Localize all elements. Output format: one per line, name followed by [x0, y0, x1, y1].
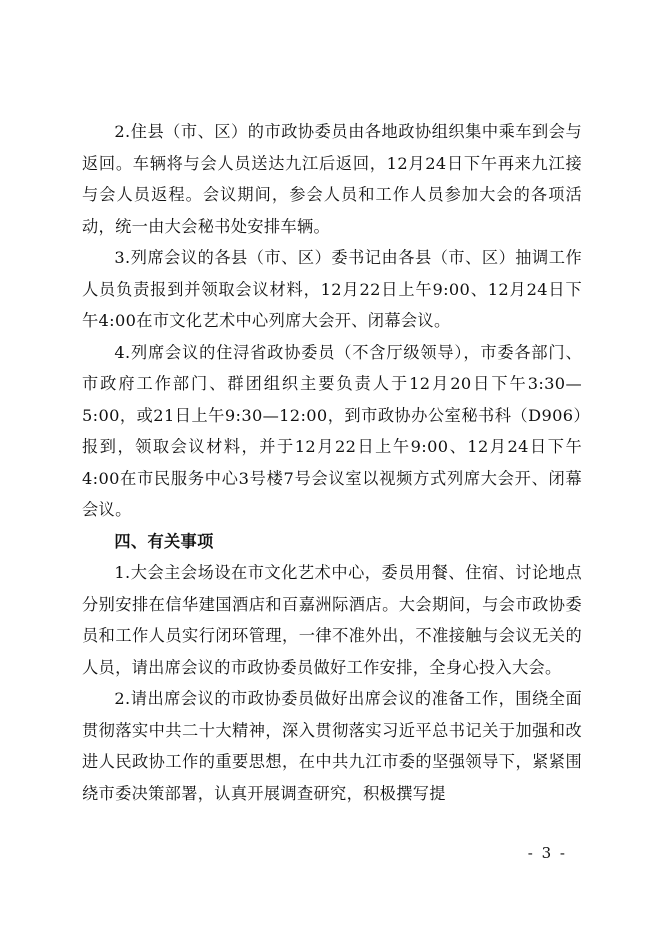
- paragraph-transport: 2.住县（市、区）的市政协委员由各地政协组织集中乘车到会与返回。车辆将与会人员送达九江后返回，12月24日下午再来九江接与会人员返程。会议期间，参会人员和工作人员参加大会的各项活动，统一由大会秘书处安排车辆。: [82, 122, 582, 236]
- section-heading: 四、有关事项: [114, 531, 214, 551]
- document-body: [82, 116, 582, 809]
- paragraph-preparation: 2.请出席会议的市政协委员做好出席会议的准备工作，围绕全面贯彻落实中共二十大精神，深入贯彻落实习近平总书记关于加强和改进人民政协工作的重要思想，在中共九江市委的坚强领导下，紧紧围绕市委决策部署，认真开展调查研究，积极撰写提: [82, 689, 582, 803]
- paragraph-county-secretaries: 3.列席会议的各县（市、区）委书记由各县（市、区）抽调工作人员负责报到并领取会议材料，12月22日上午9:00、12月24日下午4:00在市文化艺术中心列席大会开、闭幕会议。: [82, 248, 582, 330]
- page-number: - 3 -: [527, 844, 567, 862]
- paragraph-venue: 1.大会主会场设在市文化艺术中心，委员用餐、住宿、讨论地点分别安排在信华建国酒店和百嘉洲际酒店。大会期间，与会市政协委员和工作人员实行闭环管理，一律不准外出，不准接触与会议无关的人员，请出席会议的市政协委员做好工作安排，全身心投入大会。: [82, 563, 582, 677]
- paragraph-provincial-members: 4.列席会议的住浔省政协委员（不含厅级领导），市委各部门、市政府工作部门、群团组织主要负责人于12月20日下午3:30—5:00，或21日上午9:30—12:00，到市政协办公室秘书科（D906）报到，领取会议材料，并于12月22日上午9:00、12月24日下午4:00在市民服务中心3号楼7号会议室以视频方式列席大会开、闭幕会议。: [82, 342, 582, 519]
